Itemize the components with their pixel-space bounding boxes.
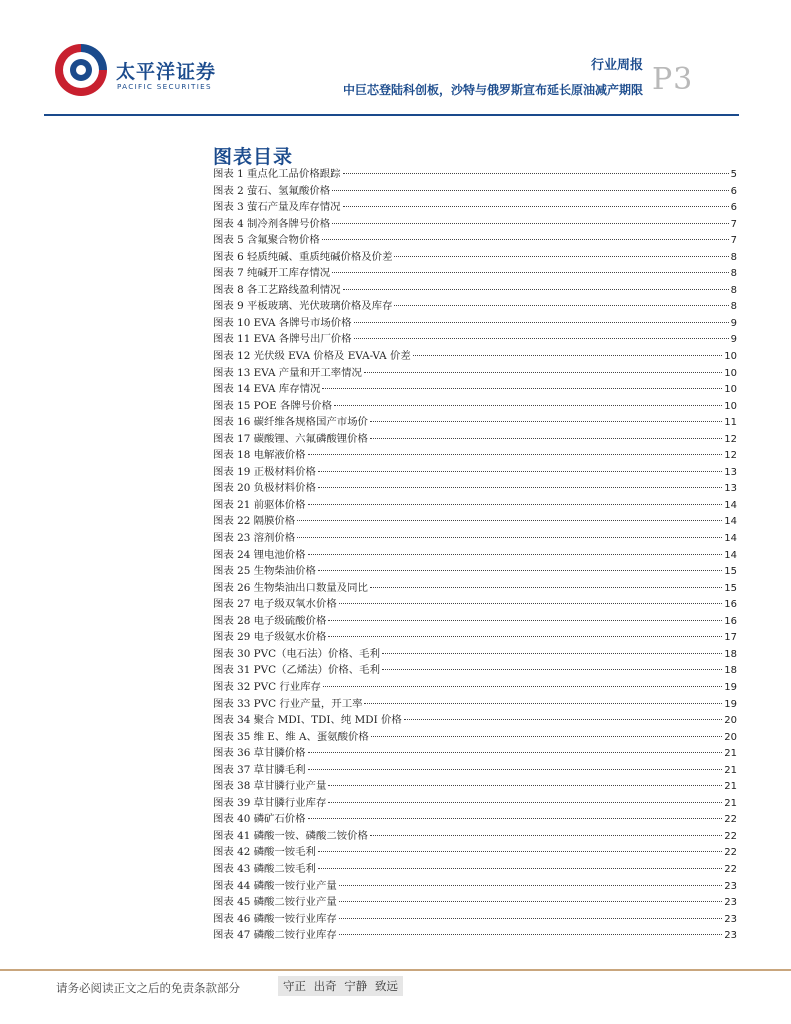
toc-item-page: 13 bbox=[724, 466, 737, 478]
toc-dot-leader bbox=[382, 669, 722, 670]
toc-item-label: 图表 41 磷酸一铵、磷酸二铵价格 bbox=[213, 829, 368, 842]
toc-item[interactable] bbox=[213, 431, 737, 448]
toc-item-label: 图表 10 EVA 各牌号市场价格 bbox=[213, 316, 352, 329]
toc-item-page: 12 bbox=[724, 450, 737, 462]
toc-dot-leader bbox=[318, 868, 722, 869]
toc-item-label: 图表 42 磷酸一铵毛利 bbox=[213, 846, 316, 859]
toc-item[interactable] bbox=[213, 464, 737, 481]
toc-dot-leader bbox=[318, 471, 722, 472]
toc-dot-leader bbox=[371, 736, 722, 737]
toc-item-label: 图表 15 POE 各牌号价格 bbox=[213, 399, 332, 412]
logo-english-name: PACIFIC SECURITIES bbox=[117, 82, 212, 91]
footer-divider bbox=[0, 969, 791, 971]
toc-item-label: 图表 36 草甘膦价格 bbox=[213, 747, 306, 760]
toc-item[interactable] bbox=[213, 166, 737, 183]
toc-item-page: 19 bbox=[724, 681, 737, 693]
toc-item-label: 图表 39 草甘膦行业库存 bbox=[213, 796, 327, 809]
toc-item-page: 10 bbox=[724, 367, 737, 379]
toc-item-label: 图表 38 草甘膦行业产量 bbox=[213, 780, 327, 793]
toc-item[interactable] bbox=[213, 563, 737, 580]
toc-item[interactable] bbox=[213, 729, 737, 746]
toc-item-page: 22 bbox=[724, 847, 737, 859]
toc-item[interactable] bbox=[213, 447, 737, 464]
toc-item-label: 图表 30 PVC（电石法）价格、毛利 bbox=[213, 647, 380, 660]
toc-item-page: 16 bbox=[724, 599, 737, 611]
toc-item[interactable] bbox=[213, 414, 737, 431]
toc-item-page: 23 bbox=[724, 897, 737, 909]
toc-item-label: 图表 32 PVC 行业库存 bbox=[213, 680, 321, 693]
toc-item[interactable] bbox=[213, 580, 737, 597]
toc-item-label: 图表 8 各工艺路线盈利情况 bbox=[213, 283, 341, 296]
toc-dot-leader bbox=[308, 752, 723, 753]
toc-item-page: 21 bbox=[724, 797, 737, 809]
toc-item-page: 20 bbox=[724, 731, 737, 743]
toc-item-label: 图表 25 生物柴油价格 bbox=[213, 565, 316, 578]
toc-item-page: 20 bbox=[724, 715, 737, 727]
toc-item[interactable] bbox=[213, 811, 737, 828]
toc-item-page: 13 bbox=[724, 483, 737, 495]
toc-dot-leader bbox=[343, 206, 729, 207]
toc-item-page: 23 bbox=[724, 930, 737, 942]
toc-dot-leader bbox=[322, 239, 729, 240]
toc-item-page: 14 bbox=[724, 549, 737, 561]
toc-item-page: 14 bbox=[724, 516, 737, 528]
toc-dot-leader bbox=[404, 719, 723, 720]
toc-dot-leader bbox=[364, 372, 722, 373]
page-number: P3 bbox=[652, 62, 694, 97]
toc-item-page: 23 bbox=[724, 880, 737, 892]
toc-item[interactable] bbox=[213, 232, 737, 249]
toc-item-label: 图表 44 磷酸一铵行业产量 bbox=[213, 879, 337, 892]
toc-item[interactable] bbox=[213, 513, 737, 530]
toc-item-page: 16 bbox=[724, 615, 737, 627]
toc-item[interactable] bbox=[213, 381, 737, 398]
toc-item[interactable] bbox=[213, 596, 737, 613]
toc-item-label: 图表 24 锂电池价格 bbox=[213, 548, 306, 561]
toc-item-page: 22 bbox=[724, 830, 737, 842]
toc-dot-leader bbox=[343, 173, 729, 174]
toc-dot-leader bbox=[328, 620, 722, 621]
toc-item[interactable] bbox=[213, 365, 737, 382]
toc-item[interactable] bbox=[213, 199, 737, 216]
toc-item-label: 图表 47 磷酸二铵行业库存 bbox=[213, 929, 337, 942]
toc-item-page: 9 bbox=[730, 334, 737, 346]
toc-item-page: 15 bbox=[724, 582, 737, 594]
toc-item-label: 图表 43 磷酸二铵毛利 bbox=[213, 862, 316, 875]
toc-dot-leader bbox=[339, 901, 723, 902]
toc-item-label: 图表 11 EVA 各牌号出厂价格 bbox=[213, 333, 352, 346]
toc-dot-leader bbox=[382, 653, 722, 654]
toc-item-label: 图表 31 PVC（乙烯法）价格、毛利 bbox=[213, 664, 380, 677]
toc-item[interactable] bbox=[213, 745, 737, 762]
toc-dot-leader bbox=[308, 504, 723, 505]
toc-dot-leader bbox=[394, 305, 728, 306]
toc-item[interactable] bbox=[213, 398, 737, 415]
page-header bbox=[0, 0, 791, 118]
toc-dot-leader bbox=[370, 835, 722, 836]
toc-item-label: 图表 46 磷酸一铵行业库存 bbox=[213, 912, 337, 925]
toc-item-label: 图表 21 前驱体价格 bbox=[213, 498, 306, 511]
toc-item-label: 图表 5 含氟聚合物价格 bbox=[213, 234, 320, 247]
toc-item[interactable] bbox=[213, 348, 737, 365]
toc-item-label: 图表 33 PVC 行业产量，开工率 bbox=[213, 697, 363, 710]
toc-item-page: 8 bbox=[730, 284, 737, 296]
logo-chinese-name: 太平洋证券 bbox=[116, 61, 217, 83]
pacific-securities-logo-icon bbox=[52, 41, 110, 99]
toc-item[interactable] bbox=[213, 282, 737, 299]
toc-item-label: 图表 6 轻质纯碱、重质纯碱价格及价差 bbox=[213, 250, 393, 263]
toc-item[interactable] bbox=[213, 480, 737, 497]
toc-dot-leader bbox=[332, 190, 729, 191]
toc-item[interactable] bbox=[213, 331, 737, 348]
toc-item[interactable] bbox=[213, 696, 737, 713]
toc-item-label: 图表 17 碳酸锂、六氟磷酸锂价格 bbox=[213, 432, 368, 445]
toc-item-page: 6 bbox=[730, 185, 737, 197]
report-type: 行业周报 bbox=[590, 58, 643, 73]
toc-item-page: 18 bbox=[724, 648, 737, 660]
toc-item-page: 15 bbox=[724, 566, 737, 578]
toc-item[interactable] bbox=[213, 298, 737, 315]
toc-item-page: 21 bbox=[724, 764, 737, 776]
toc-item-page: 21 bbox=[724, 748, 737, 760]
toc-item-page: 9 bbox=[730, 317, 737, 329]
toc-item[interactable] bbox=[213, 646, 737, 663]
toc-item-page: 8 bbox=[730, 251, 737, 263]
header-divider bbox=[44, 114, 739, 116]
toc-dot-leader bbox=[308, 454, 723, 455]
toc-dot-leader bbox=[297, 520, 722, 521]
toc-item-page: 14 bbox=[724, 499, 737, 511]
toc-dot-leader bbox=[308, 554, 723, 555]
toc-dot-leader bbox=[343, 289, 729, 290]
toc-item-label: 图表 20 负极材料价格 bbox=[213, 482, 316, 495]
toc-item[interactable] bbox=[213, 613, 737, 630]
toc-dot-leader bbox=[339, 918, 723, 919]
footer-motto: 守正 出奇 宁静 致远 bbox=[278, 976, 403, 996]
toc-dot-leader bbox=[318, 570, 722, 571]
toc-item-label: 图表 2 萤石、氢氟酸价格 bbox=[213, 184, 331, 197]
toc-item[interactable] bbox=[213, 911, 737, 928]
toc-item-page: 21 bbox=[724, 781, 737, 793]
toc-item[interactable] bbox=[213, 530, 737, 547]
toc-item-label: 图表 37 草甘膦毛利 bbox=[213, 763, 306, 776]
toc-item[interactable] bbox=[213, 927, 737, 944]
toc-item-page: 8 bbox=[730, 301, 737, 313]
toc-item[interactable] bbox=[213, 844, 737, 861]
toc-item-label: 图表 19 正极材料价格 bbox=[213, 465, 316, 478]
toc-item-label: 图表 26 生物柴油出口数量及同比 bbox=[213, 581, 368, 594]
toc-item-page: 17 bbox=[724, 632, 737, 644]
toc-item[interactable] bbox=[213, 662, 737, 679]
toc-dot-leader bbox=[413, 355, 722, 356]
toc-item[interactable] bbox=[213, 878, 737, 895]
toc-dot-leader bbox=[354, 322, 729, 323]
toc-item[interactable] bbox=[213, 828, 737, 845]
toc-item-label: 图表 13 EVA 产量和开工率情况 bbox=[213, 366, 362, 379]
toc-item-label: 图表 7 纯碱开工库存情况 bbox=[213, 267, 331, 280]
toc-title: 图表目录 bbox=[213, 146, 294, 168]
toc-list bbox=[213, 166, 737, 944]
toc-item-label: 图表 27 电子级双氧水价格 bbox=[213, 598, 337, 611]
toc-item[interactable] bbox=[213, 547, 737, 564]
toc-item-label: 图表 1 重点化工品价格跟踪 bbox=[213, 168, 341, 180]
toc-item-label: 图表 45 磷酸二铵行业产量 bbox=[213, 896, 337, 909]
toc-item-label: 图表 40 磷矿石价格 bbox=[213, 813, 306, 826]
toc-item-page: 10 bbox=[724, 400, 737, 412]
toc-item-label: 图表 4 制冷剂各牌号价格 bbox=[213, 217, 331, 230]
toc-item-page: 10 bbox=[724, 384, 737, 396]
toc-item-label: 图表 34 聚合 MDI、TDI、纯 MDI 价格 bbox=[213, 714, 402, 727]
toc-item-label: 图表 9 平板玻璃、光伏玻璃价格及库存 bbox=[213, 300, 393, 313]
toc-dot-leader bbox=[308, 818, 723, 819]
toc-item-page: 10 bbox=[724, 351, 737, 363]
toc-dot-leader bbox=[339, 603, 723, 604]
toc-item-label: 图表 14 EVA 库存情况 bbox=[213, 383, 321, 396]
toc-dot-leader bbox=[354, 338, 729, 339]
toc-item[interactable] bbox=[213, 315, 737, 332]
toc-item[interactable] bbox=[213, 249, 737, 266]
toc-dot-leader bbox=[370, 421, 722, 422]
toc-item-page: 19 bbox=[724, 698, 737, 710]
toc-item[interactable] bbox=[213, 762, 737, 779]
toc-dot-leader bbox=[332, 223, 729, 224]
toc-dot-leader bbox=[297, 537, 722, 538]
toc-item-label: 图表 23 溶剂价格 bbox=[213, 532, 296, 545]
toc-item-page: 11 bbox=[724, 417, 737, 429]
toc-item-label: 图表 29 电子级氨水价格 bbox=[213, 631, 327, 644]
toc-dot-leader bbox=[323, 686, 722, 687]
toc-item[interactable] bbox=[213, 216, 737, 233]
toc-item[interactable] bbox=[213, 629, 737, 646]
toc-dot-leader bbox=[308, 769, 723, 770]
toc-item-label: 图表 28 电子级硫酸价格 bbox=[213, 614, 327, 627]
toc-item-label: 图表 18 电解液价格 bbox=[213, 449, 306, 462]
toc-dot-leader bbox=[328, 785, 722, 786]
toc-dot-leader bbox=[318, 851, 722, 852]
report-title: 中巨芯登陆科创板，沙特与俄罗斯宣布延长原油减产期限 bbox=[342, 83, 643, 97]
toc-item[interactable] bbox=[213, 679, 737, 696]
toc-item-page: 14 bbox=[724, 533, 737, 545]
toc-dot-leader bbox=[328, 802, 722, 803]
toc-item-page: 18 bbox=[724, 665, 737, 677]
toc-dot-leader bbox=[318, 487, 722, 488]
toc-item-page: 22 bbox=[724, 863, 737, 875]
toc-item-page: 12 bbox=[724, 433, 737, 445]
toc-item-page: 5 bbox=[730, 169, 737, 180]
toc-item-page: 7 bbox=[730, 235, 737, 247]
toc-dot-leader bbox=[322, 388, 722, 389]
toc-item-label: 图表 3 萤石产量及库存情况 bbox=[213, 201, 341, 214]
toc-dot-leader bbox=[334, 405, 722, 406]
toc-dot-leader bbox=[328, 636, 722, 637]
toc-item-page: 8 bbox=[730, 268, 737, 280]
toc-item[interactable] bbox=[213, 894, 737, 911]
toc-dot-leader bbox=[339, 885, 723, 886]
toc-dot-leader bbox=[370, 587, 722, 588]
toc-dot-leader bbox=[394, 256, 728, 257]
toc-item-page: 7 bbox=[730, 218, 737, 230]
toc-item[interactable] bbox=[213, 183, 737, 200]
toc-dot-leader bbox=[370, 438, 722, 439]
toc-item[interactable] bbox=[213, 861, 737, 878]
toc-dot-leader bbox=[364, 703, 722, 704]
footer-disclaimer: 请务必阅读正文之后的免责条款部分 bbox=[56, 981, 240, 995]
toc-dot-leader bbox=[332, 272, 729, 273]
toc-item[interactable] bbox=[213, 265, 737, 282]
toc-item[interactable] bbox=[213, 497, 737, 514]
toc-item-label: 图表 35 维 E、维 A、蛋氨酸价格 bbox=[213, 730, 369, 743]
toc-item[interactable] bbox=[213, 795, 737, 812]
toc-item-page: 6 bbox=[730, 202, 737, 214]
toc-item-label: 图表 22 隔膜价格 bbox=[213, 515, 296, 528]
toc-item-page: 23 bbox=[724, 913, 737, 925]
toc-item[interactable] bbox=[213, 778, 737, 795]
toc-item[interactable] bbox=[213, 712, 737, 729]
toc-dot-leader bbox=[339, 934, 723, 935]
toc-item-page: 22 bbox=[724, 814, 737, 826]
toc-item-label: 图表 16 碳纤维各规格国产市场价 bbox=[213, 416, 368, 429]
toc-item-label: 图表 12 光伏级 EVA 价格及 EVA-VA 价差 bbox=[213, 350, 411, 363]
